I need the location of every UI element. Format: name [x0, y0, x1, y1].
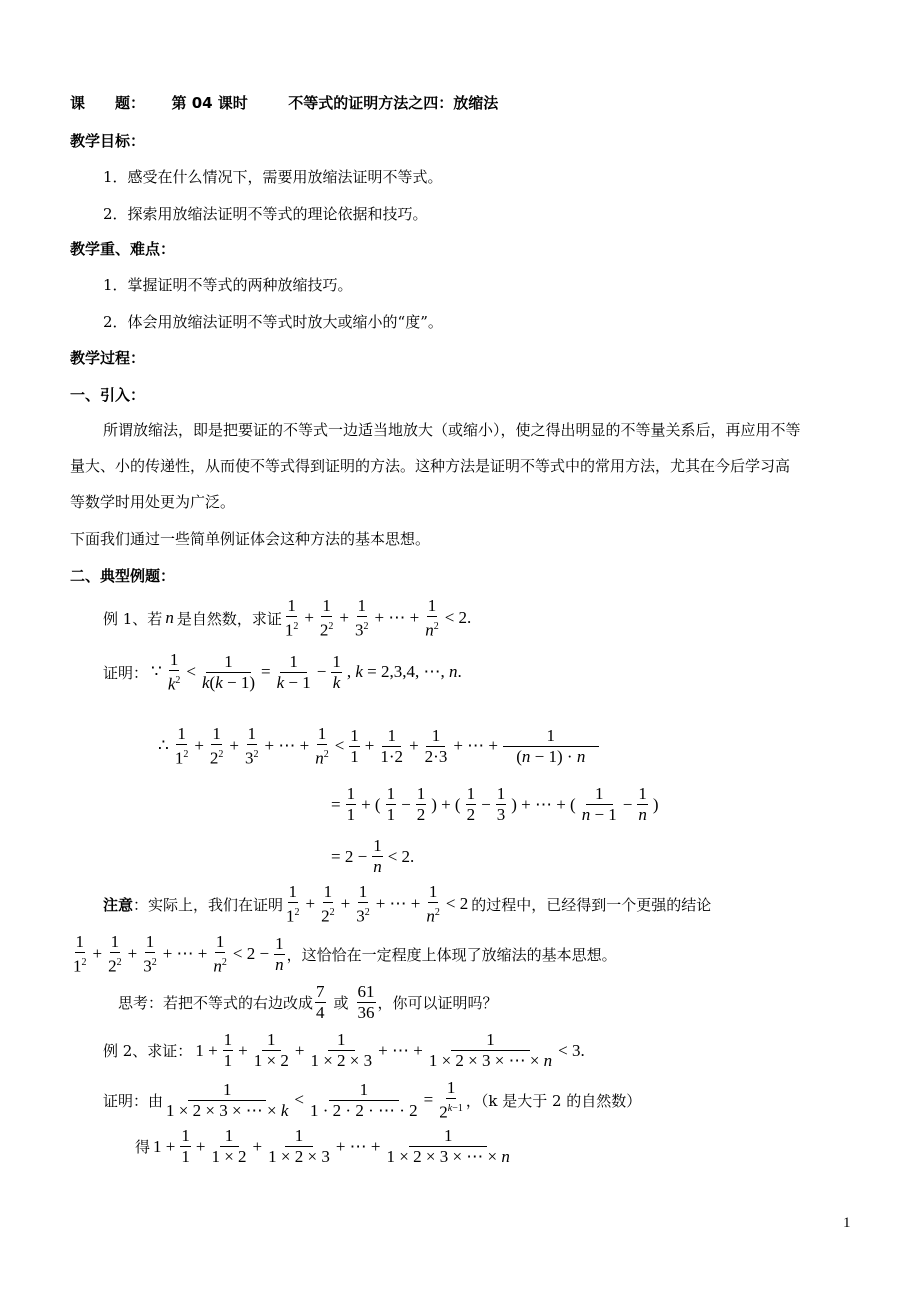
page-number: 1: [843, 1215, 851, 1231]
course-label: 课 题：: [70, 94, 146, 112]
note-line-2: 1 $1^2$ + $\frac{1}{2^2}$ + $\frac{1}{3^2}$ + ⋯ + $\frac{1}{n^2}$ < 2 − $\frac{1}{n}$ ，这恰恰在一定程度上体现了放缩法的基本思想。: [73, 932, 617, 976]
example-1-statement: 例 1、若 n 是自然数，求证 1 $1^2$ + $\frac{1}{2^2}$ + $\frac{1}{3^2}$ + ⋯ + $\frac{1}{n^2}$ < 2.: [103, 596, 472, 640]
intro-paragraph-line: 等数学时用处更为广泛。: [70, 493, 236, 511]
intro-paragraph-line: 量大、小的传递性，从而使不等式得到证明的方法。这种方法是证明不等式中的常用方法，尤其在今后学习高: [70, 457, 791, 475]
keypoint-item: 1．掌握证明不等式的两种放缩技巧。: [103, 276, 353, 294]
proof-1-line-4: = 2 − $\frac{1}{n}$ < 2.: [331, 836, 415, 876]
goals-heading: 教学目标：: [70, 132, 146, 150]
intro-heading: 一、引入：: [70, 386, 146, 404]
proof2-de: 得: [135, 1138, 151, 1156]
process-heading: 教学过程：: [70, 349, 146, 367]
think-prefix: 思考：若把不等式的右边改成: [118, 994, 314, 1012]
fraction: 1 $1^2$: [284, 596, 299, 640]
proof2-note: ，（k 是大于 2 的自然数）: [465, 1091, 642, 1110]
note-label: 注意: [103, 895, 134, 914]
note-line-1: 注意 ：实际上，我们在证明 1 $1^2$ + $\frac{1}{2^2}$ + $\frac{1}{3^2}$ + ⋯ + $\frac{1}{n^2}$ < 2 的过程中，已经得到一个更强的结论: [103, 882, 712, 926]
note-text: 的过程中，已经得到一个更强的结论: [471, 895, 712, 914]
ex1-prefix: 例 1、若: [103, 609, 163, 628]
ex1-mid: 是自然数，求证: [176, 609, 282, 628]
ex2-prefix: 例 2、求证：: [103, 1042, 193, 1060]
header-line: [70, 92, 498, 114]
think-line: 思考：若把不等式的右边改成 7 4 或 61 36 ，你可以证明吗？: [118, 982, 498, 1022]
lesson-title: 不等式的证明方法之四：放缩法: [288, 94, 499, 112]
proof-1-line-2: ∴ 1 $1^2$ + $\frac{1}{2^2}$ + $\frac{1}{3^2}$ + ⋯ + $\frac{1}{n^2}$ < 1 1 + $\frac{1}{1\cdot 2}$ + $\frac{1}{2\cdot 3}$ + ⋯ + $\frac{1}{(n - 1) \cdot n}$: [158, 724, 598, 768]
examples-heading: 二、典型例题：: [70, 567, 176, 585]
lesson-number: 第 04 课时: [171, 94, 248, 112]
note-text: ，这恰恰在一定程度上体现了放缩法的基本思想。: [286, 945, 617, 964]
goal-item: 1．感受在什么情况下，需要用放缩法证明不等式。: [103, 168, 443, 186]
proof-label: 证明：: [103, 663, 149, 682]
proof-1-line-3: = $\frac{1}{1}$ + ( 1 1 − $\frac{1}{2}$ ) + ( 1 2 − $\frac{1}{3}$ ) + ⋯ + ( 1 n − 1 − $\frac{1}{n}$ ): [331, 784, 659, 824]
note-text: ：实际上，我们在证明: [133, 895, 284, 914]
keypoint-item: 2．体会用放缩法证明不等式时放大或缩小的“度”。: [103, 313, 443, 331]
keypoints-heading: 教学重、难点：: [70, 240, 176, 258]
intro-line: 下面我们通过一些简单例证体会这种方法的基本思想。: [70, 530, 431, 548]
proof-2-line-1: 证明：由 1 1 × 2 × 3 × ⋯ × k < $\frac{1}{1 \cdot 2 \cdot 2 \cdot \cdots \cdot 2}$ = $\frac{1}{2^{k-1}}$ ，（k 是大于 2 的自然数）: [103, 1078, 642, 1122]
goal-item: 2．探索用放缩法证明不等式的理论依据和技巧。: [103, 205, 428, 223]
think-suffix: ，你可以证明吗？: [377, 994, 498, 1012]
intro-paragraph-line: 所谓放缩法，即是把要证的不等式一边适当地放大（或缩小），使之得出明显的不等量关系后，再应用不等: [103, 421, 801, 439]
think-or: 或: [333, 994, 349, 1012]
proof-1-line-1: 证明： ∵ 1 $k^2$ < $\frac{1}{k(k - 1)}$ = $\frac{1}{k - 1}$ − $\frac{1}{k}$ , k = 2,3,4, ⋯, n.: [103, 650, 462, 694]
proof2-prefix: 证明：由: [103, 1091, 164, 1110]
example-2-statement: 例 2、求证： 1 + $\frac{1}{1}$ + $\frac{1}{1 \times 2}$ + $\frac{1}{1 \times 2 \times 3}$ + ⋯ + $\frac{1}{1 \times 2 \times 3 \times \cdots \times n}$ < 3.: [103, 1030, 585, 1070]
proof-2-line-2: 得 1 + $\frac{1}{1}$ + $\frac{1}{1 \times 2}$ + $\frac{1}{1 \times 2 \times 3}$ + ⋯ + $\frac{1}{1 \times 2 \times 3 \times \cdots \times n}$: [135, 1126, 510, 1166]
